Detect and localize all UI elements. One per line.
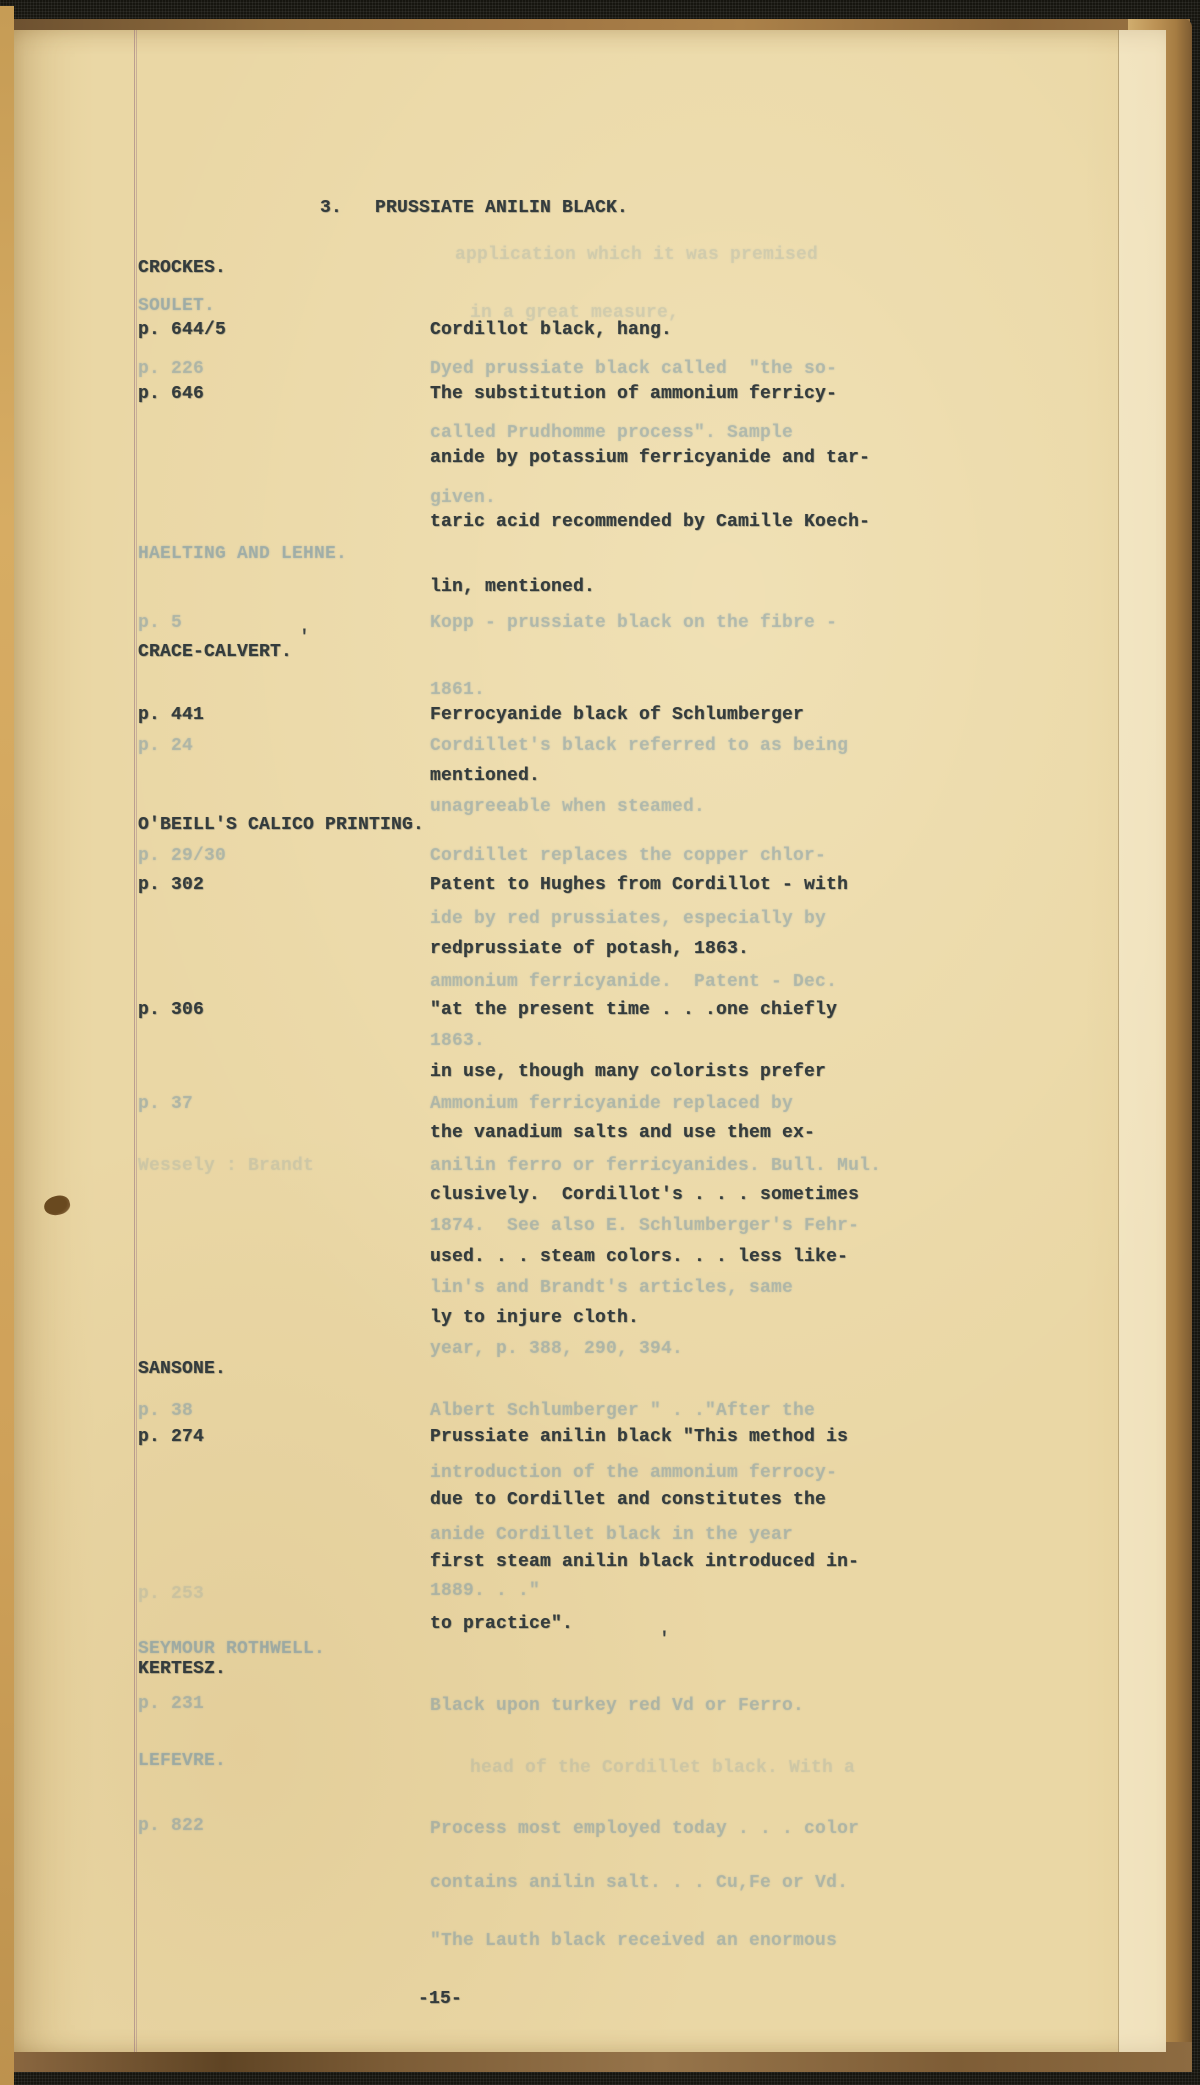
ghost-text: anide Cordillet black in the year <box>430 1525 794 1545</box>
ghost-text: ide by red prussiates, especially by <box>430 909 827 929</box>
ghost-text: introduction of the ammonium ferrocy- <box>430 1463 838 1483</box>
ghost-page-ref: p. 253 <box>138 1584 205 1604</box>
ghost-text: Kopp - prussiate black on the fibre - <box>430 613 838 633</box>
ink-spot <box>42 1193 72 1218</box>
ghost-text: 1863. <box>430 1031 486 1051</box>
ghost-text: Dyed prussiate black called "the so- <box>430 359 838 379</box>
page-ref: p. 646 <box>138 384 205 404</box>
ghost-text: Wessely : Brandt <box>138 1156 315 1176</box>
ghost-text: anilin ferro or ferricyanides. Bull. Mul. <box>430 1156 882 1176</box>
ghost-page-ref: p. 226 <box>138 359 205 379</box>
page-ref: p. 274 <box>138 1427 205 1447</box>
entry-line: Ferrocyanide black of Schlumberger <box>430 705 805 725</box>
entry-line: first steam anilin black introduced in- <box>430 1552 860 1572</box>
underlying-page-edge <box>0 6 14 2085</box>
entry-line: taric acid recommended by Camille Koech- <box>430 512 871 532</box>
entry-line: ly to injure cloth. <box>430 1308 640 1328</box>
entry-line: to practice". <box>430 1614 574 1634</box>
section-heading: CROCKES. <box>138 258 227 278</box>
ghost-page-ref: p. 38 <box>138 1401 194 1421</box>
page-ref: p. 441 <box>138 705 205 725</box>
ghost-heading: SEYMOUR ROTHWELL. <box>138 1639 326 1659</box>
page-fold-line <box>1118 30 1119 2052</box>
ghost-text: called Prudhomme process". Sample <box>430 423 794 443</box>
entry-line: due to Cordillet and constitutes the <box>430 1490 827 1510</box>
section-heading: SANSONE. <box>138 1359 227 1379</box>
ghost-page-ref: p. 37 <box>138 1094 194 1114</box>
entry-line: The substitution of ammonium ferricy- <box>430 384 838 404</box>
entry-line: clusively. Cordillot's . . . sometimes <box>430 1185 860 1205</box>
ghost-page-ref: p. 5 <box>138 613 183 633</box>
ghost-text: given. <box>430 488 497 508</box>
ghost-text: year, p. 388, 290, 394. <box>430 1339 684 1359</box>
ghost-text: contains anilin salt. . . Cu,Fe or Vd. <box>430 1873 849 1893</box>
ghost-heading: LEFEVRE. <box>138 1751 227 1771</box>
ghost-text: in a great measure, <box>470 303 680 323</box>
page-ref: p. 644/5 <box>138 320 227 340</box>
entry-line: Cordillot black, hang. <box>430 320 673 340</box>
page-ref: p. 306 <box>138 1000 205 1020</box>
entry-line: used. . . steam colors. . . less like- <box>430 1247 849 1267</box>
entry-line: in use, though many colorists prefer <box>430 1062 827 1082</box>
ghost-text: unagreeable when steamed. <box>430 797 706 817</box>
ghost-page-ref: p. 29/30 <box>138 846 227 866</box>
ghost-text: application which it was premised <box>455 245 819 265</box>
ghost-text: Process most employed today . . . color <box>430 1819 860 1839</box>
ghost-text: ammonium ferricyanide. Patent - Dec. <box>430 972 838 992</box>
page-right-lighter-strip <box>1119 30 1166 2052</box>
section-heading: O'BEILL'S CALICO PRINTING. <box>138 815 425 835</box>
ghost-text: Ammonium ferricyanide replaced by <box>430 1094 794 1114</box>
entry-line: lin, mentioned. <box>430 577 596 597</box>
ghost-text: Black upon turkey red Vd or Ferro. <box>430 1696 805 1716</box>
ghost-text: 1889. . ." <box>430 1581 541 1601</box>
ghost-text: Cordillet replaces the copper chlor- <box>430 846 827 866</box>
ghost-page-ref: p. 822 <box>138 1816 205 1836</box>
ghost-text: Albert Schlumberger " . ."After the <box>430 1401 816 1421</box>
entry-line: redprussiate of potash, 1863. <box>430 939 750 959</box>
ghost-text: "The Lauth black received an enormous <box>430 1931 838 1951</box>
entry-line: "at the present time . . .one chiefly <box>430 1000 838 1020</box>
page-number: -15- <box>418 1989 463 2009</box>
entry-line: Patent to Hughes from Cordillot - with <box>430 875 849 895</box>
entry-line: mentioned. <box>430 766 541 786</box>
stray-apostrophe-mark: ' <box>659 1630 670 1650</box>
section-heading: CRACE-CALVERT. <box>138 642 293 662</box>
ghost-text: 1874. See also E. Schlumberger's Fehr- <box>430 1216 860 1236</box>
ghost-page-ref: p. 24 <box>138 736 194 756</box>
ghost-text: head of the Cordillet black. With a <box>470 1758 856 1778</box>
page-title: 3. PRUSSIATE ANILIN BLACK. <box>320 198 629 218</box>
stray-apostrophe-mark: ' <box>299 628 310 648</box>
entry-line: the vanadium salts and use them ex- <box>430 1123 816 1143</box>
entry-line: Prussiate anilin black "This method is <box>430 1427 849 1447</box>
section-heading: KERTESZ. <box>138 1659 227 1679</box>
ghost-heading: HAELTING AND LEHNE. <box>138 544 348 564</box>
ghost-page-ref: p. 231 <box>138 1694 205 1714</box>
ghost-text: 1861. <box>430 680 486 700</box>
entry-line: anide by potassium ferricyanide and tar- <box>430 448 871 468</box>
ghost-text: Cordillet's black referred to as being <box>430 736 849 756</box>
page-ref: p. 302 <box>138 875 205 895</box>
ghost-text: lin's and Brandt's articles, same <box>430 1278 794 1298</box>
ghost-heading: SOULET. <box>138 296 216 316</box>
